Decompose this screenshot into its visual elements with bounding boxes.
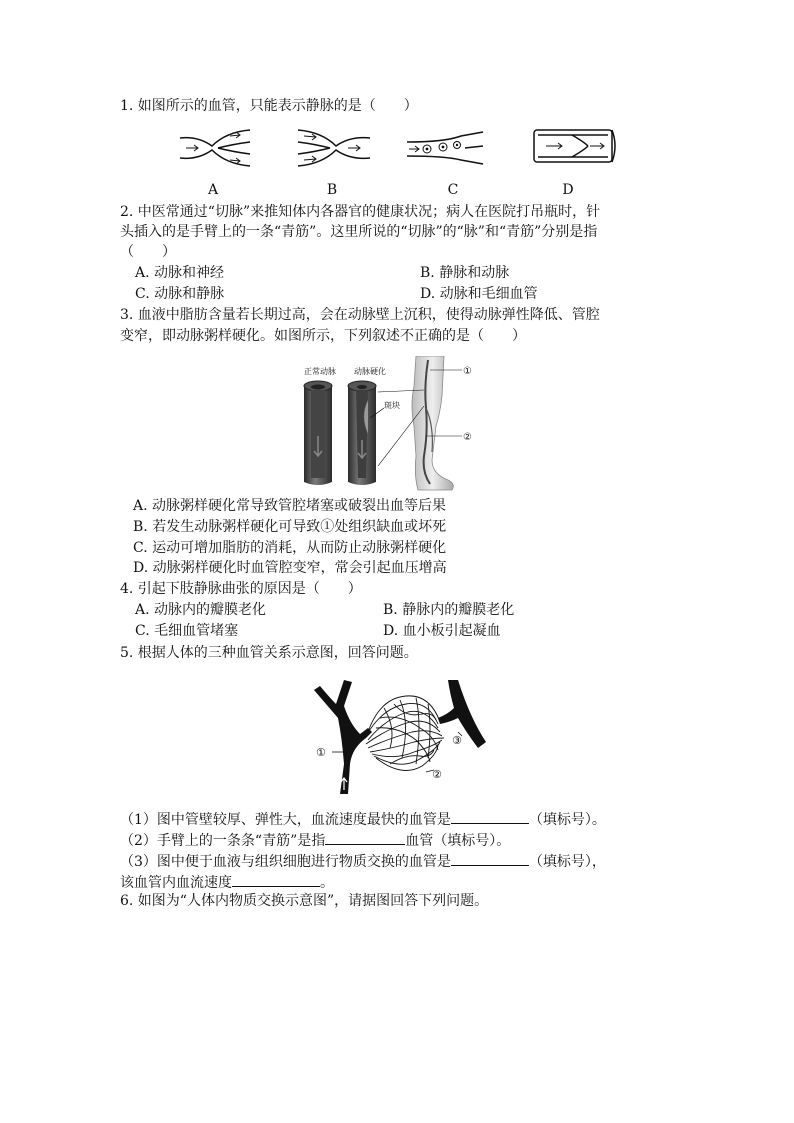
hardened-artery-tube (348, 381, 376, 485)
q1-label-a: A (207, 182, 219, 198)
plaque-label-1: 斑块 (384, 401, 400, 410)
leg-illustration (412, 356, 453, 490)
q5-sub1 (120, 808, 606, 830)
normal-artery-label: 正常动脉 (304, 367, 336, 376)
q5-sub2-text: （2）手臂上的一条条“青筋”是指 (120, 833, 326, 849)
q2-stem-line1: 2. 中医常通过“切脉”来推知体内各器官的健康状况；病人在医院打吊瓶时，针 (120, 204, 601, 220)
q1-label-c: C (447, 182, 459, 198)
q5-sub2-blank[interactable] (325, 829, 405, 845)
q5-sub1-text: （1）图中管壁较厚、弹性大，血流速度最快的血管是 (120, 812, 451, 828)
q5-marker-3: ③ (452, 734, 462, 747)
q1-figure-d (532, 126, 618, 166)
q5-sub1-blank[interactable] (451, 808, 529, 824)
q2-option-d: D. 动脉和毛细血管 (420, 286, 538, 302)
q1-label-d: D (562, 182, 574, 198)
q2-option-c: C. 动脉和静脉 (135, 286, 225, 302)
q5-sub3-speed-tail: 。 (320, 875, 334, 891)
q4-option-d: D. 血小板引起凝血 (383, 623, 501, 639)
q4-option-c: C. 毛细血管堵塞 (135, 623, 239, 639)
q1-stem: 1. 如图所示的血管，只能表示静脉的是（ ） (120, 98, 418, 114)
q5-sub3-tail: （填标号）， (528, 854, 606, 870)
q2-option-b: B. 静脉和动脉 (420, 265, 510, 281)
q5-figure (310, 678, 490, 794)
q5-marker-1: ① (316, 746, 326, 759)
q4-option-a: A. 动脉内的瓣膜老化 (135, 602, 267, 618)
q5-stem: 5. 根据人体的三种血管关系示意图，回答问题。 (120, 645, 418, 661)
q5-sub3-speed-blank[interactable] (232, 871, 320, 887)
q5-sub3-text: （3）图中便于血液与组织细胞进行物质交换的血管是 (120, 854, 451, 870)
q5-sub3-speed-text: 该血管内血流速度 (120, 875, 232, 891)
q3-option-b: B. 若发生动脉粥样硬化可导致①处组织缺血或坏死 (133, 519, 447, 535)
q3-stem-line1: 3. 血液中脂肪含量若长期过高，会在动脉壁上沉积，使得动脉弹性降低、管腔 (120, 307, 600, 323)
q4-option-b: B. 静脉内的瓣膜老化 (383, 602, 515, 618)
q1-figure-b (296, 126, 372, 170)
q3-stem-line2: 变窄，即动脉粥样硬化。如图所示，下列叙述不正确的是（ ） (120, 328, 526, 344)
q5-sub2 (120, 829, 510, 851)
normal-artery-tube (304, 381, 332, 485)
q3-option-d: D. 动脉粥样硬化时血管腔变窄，常会引起血压增高 (133, 560, 447, 576)
q4-stem: 4. 引起下肢静脉曲张的原因是（ ） (120, 581, 362, 597)
q6-stem: 6. 如图为“人体内物质交换示意图”，请据图回答下列问题。 (120, 893, 489, 909)
q2-stem-line2: 头插入的是手臂上的一条“青筋”。这里所说的“切脉”的“脉”和“青筋”分别是指 (120, 224, 598, 240)
q5-sub3-cont (120, 871, 334, 893)
q3-option-a: A. 动脉粥样硬化常导致管腔堵塞或破裂出血等后果 (133, 498, 447, 514)
q5-sub3-blank[interactable] (451, 850, 529, 866)
q5-sub1-tail: （填标号）。 (528, 812, 606, 828)
q2-option-a: A. 动脉和神经 (135, 265, 225, 281)
hardened-artery-label: 动脉硬化 (354, 367, 386, 376)
q5-sub2-tail: 血管（填标号）。 (405, 833, 511, 849)
q2-stem-line3: （ ） (120, 244, 176, 260)
q5-marker-2: ② (432, 768, 442, 781)
q3-option-c: C. 运动可增加脂肪的消耗，从而防止动脉粥样硬化 (133, 540, 447, 556)
q3-marker-1: ① (463, 366, 472, 377)
q5-sub3 (120, 850, 606, 872)
q1-figure-c (405, 130, 487, 166)
q3-figure (298, 356, 494, 492)
q3-marker-2: ② (463, 432, 472, 443)
q1-label-b: B (326, 182, 338, 198)
q1-figure-a (178, 126, 254, 170)
